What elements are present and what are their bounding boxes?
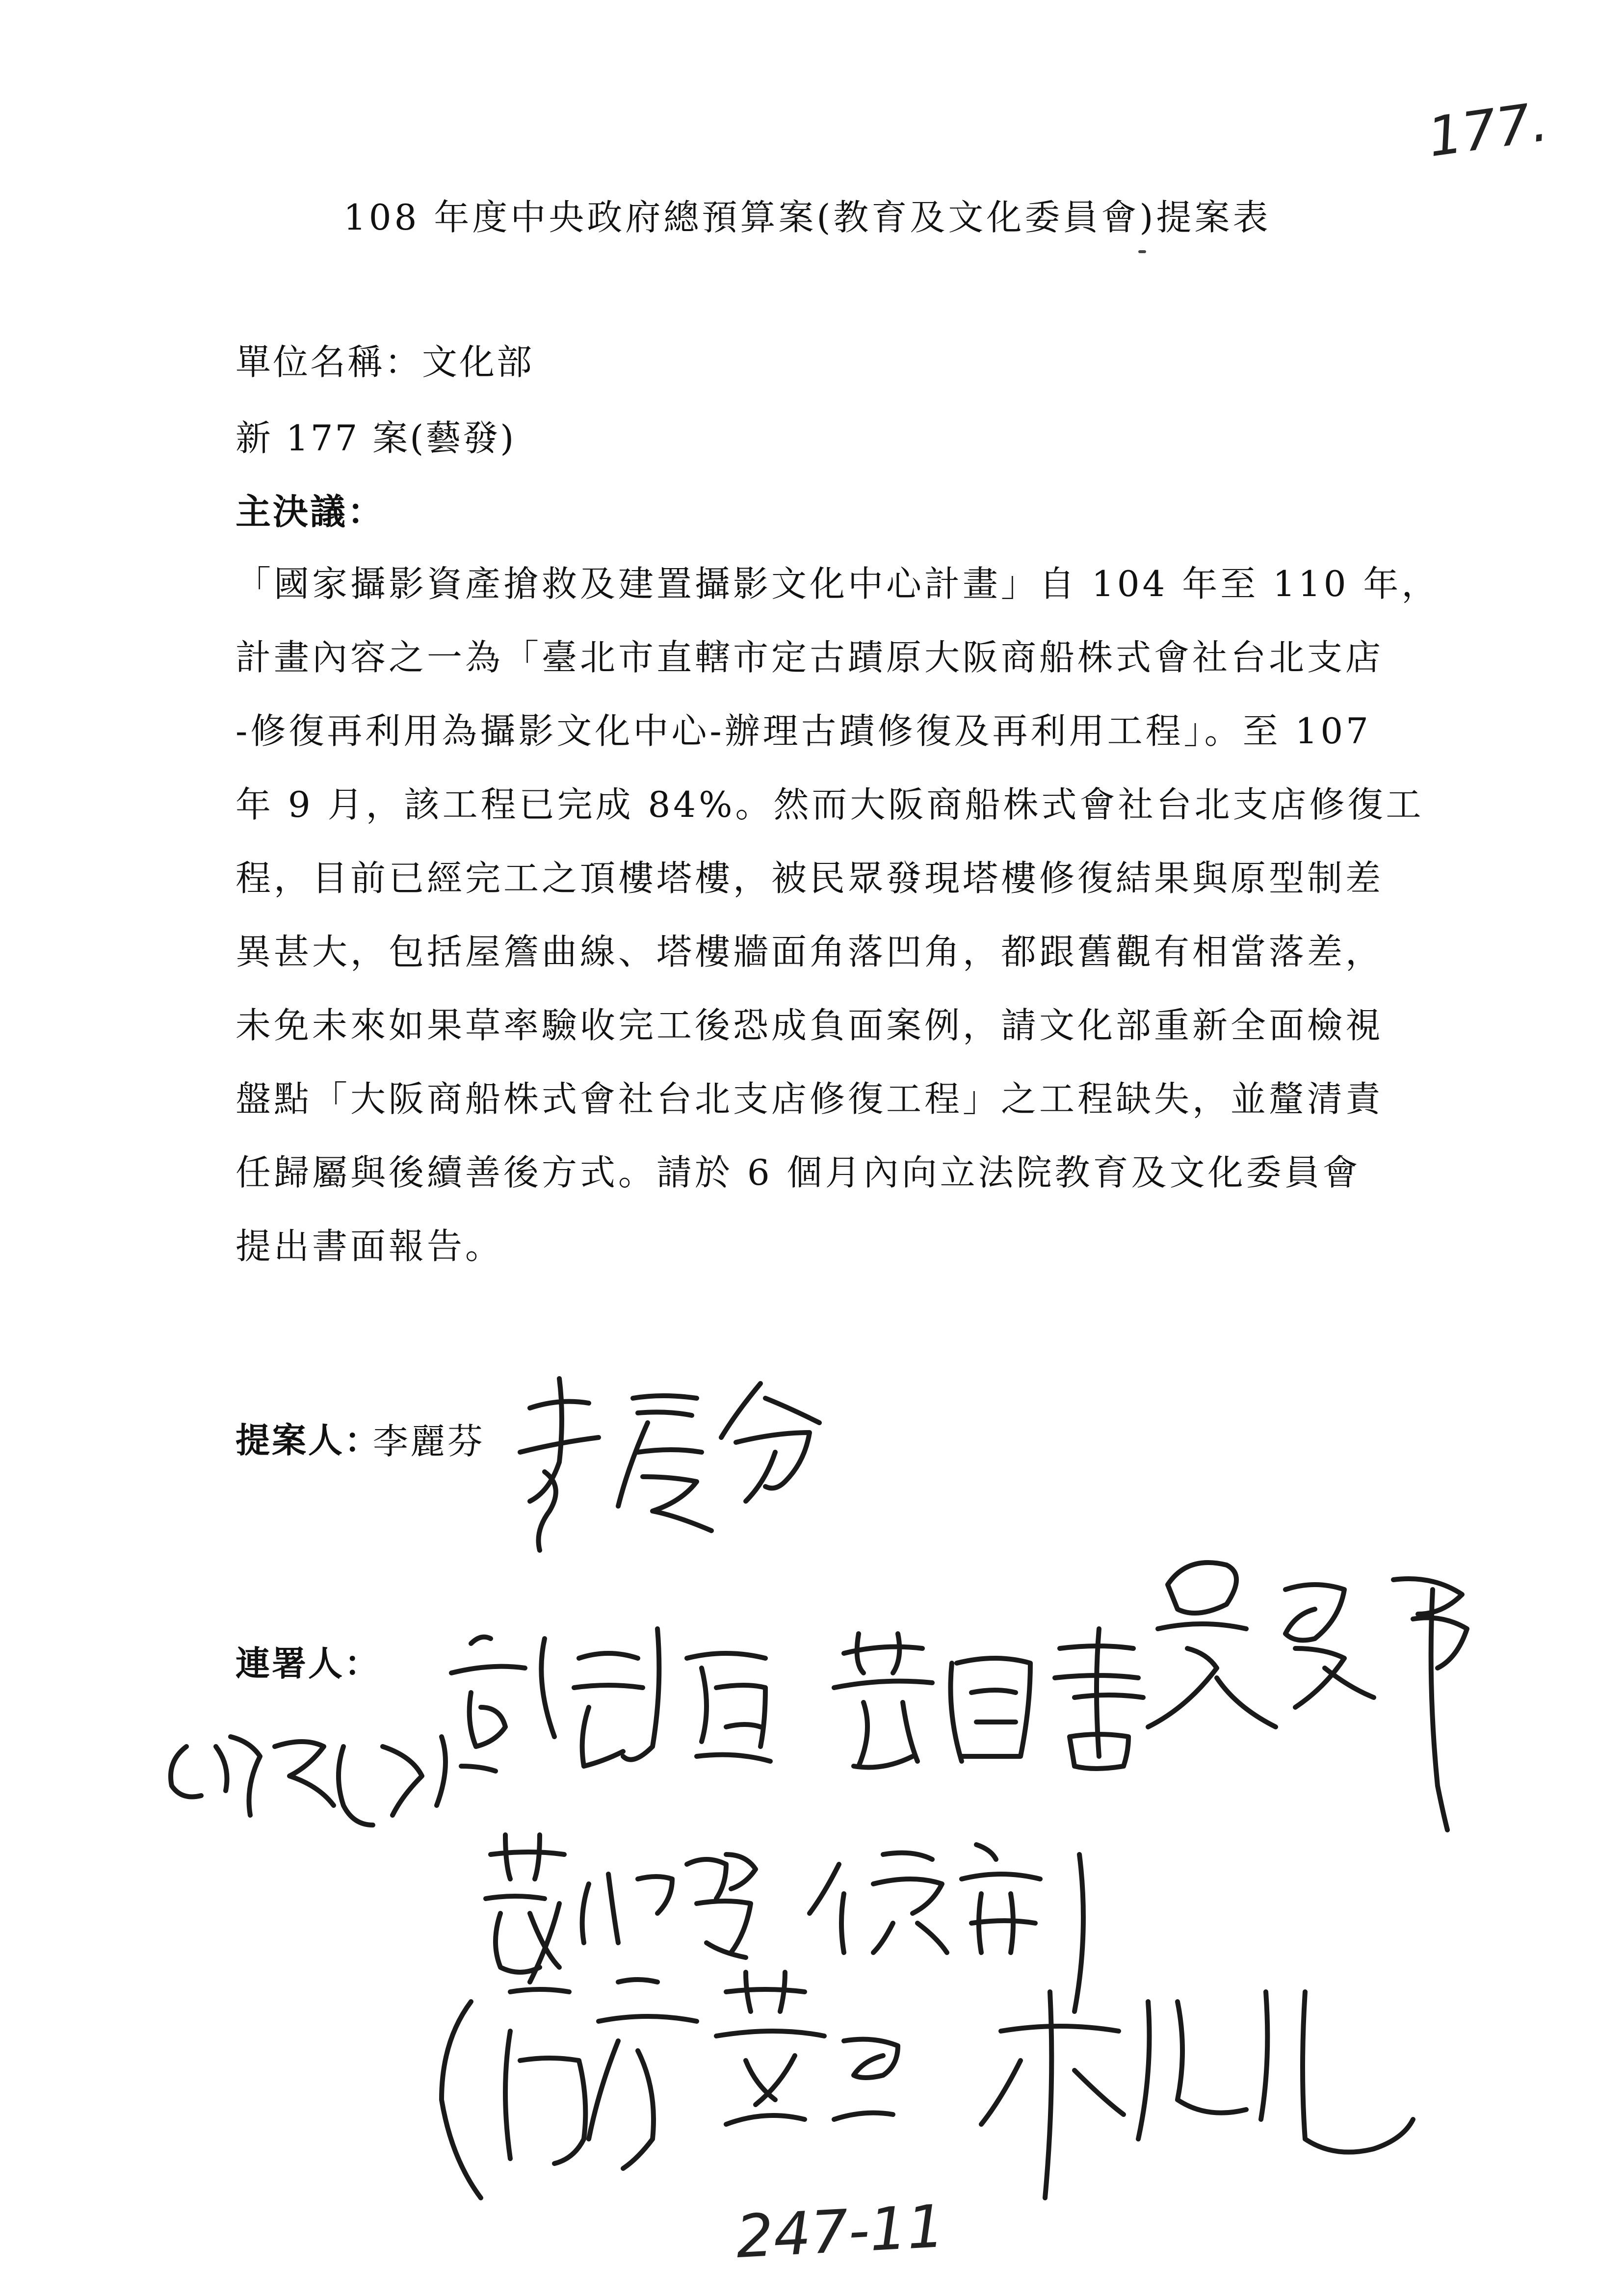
body-line: -修復再利用為攝影文化中心-辦理古蹟修復及再利用工程」。至 107	[236, 710, 1371, 752]
proposer-label: 提案人：	[236, 1420, 381, 1461]
proposer-signature	[520, 1379, 819, 1550]
cosigner-signature	[981, 1992, 1413, 2198]
cosigner-signature	[810, 1845, 1083, 2011]
body-line: 程，目前已經完工之頂樓塔樓，被民眾發現塔樓修復結果與原型制差	[236, 858, 1384, 899]
cosigner-signature	[834, 1629, 1143, 1769]
proposer-name: 李麗芬	[373, 1421, 485, 1462]
body-line: 年 9 月，該工程已完成 84%。然而大阪商船株式會社台北支店修復工	[236, 784, 1424, 825]
cosigner-signature	[716, 1972, 898, 2124]
resolution-body	[236, 547, 1440, 1283]
cosigner-label: 連署人：	[236, 1644, 381, 1684]
body-line: 提出書面報告。	[236, 1226, 504, 1267]
resolution-heading: 主決議：	[236, 491, 385, 532]
cosigner-signature	[451, 1629, 770, 1771]
body-line: 計畫內容之一為「臺北市直轄市定古蹟原大阪商船株式會社台北支店	[236, 637, 1384, 678]
footer-page-code: 247-11	[734, 2192, 946, 2272]
cosigner-signature	[171, 1737, 445, 1825]
unit-name: 單位名稱：文化部	[236, 341, 534, 383]
body-line: 異甚大，包括屋簷曲線、塔樓牆面角落凹角，都跟舊觀有相當落差，	[236, 931, 1384, 972]
stray-mark	[1138, 250, 1146, 253]
cosigner-signature	[442, 1980, 697, 2198]
body-line: 未免未來如果草率驗收完工後恐成負面案例，請文化部重新全面檢視	[236, 1005, 1384, 1046]
cosigner-signature	[1148, 1563, 1467, 1830]
body-line: 盤點「大阪商船株式會社台北支店修復工程」之工程缺失，並釐清責	[236, 1078, 1384, 1120]
document-title: 108 年度中央政府總預算案(教育及文化委員會)提案表	[343, 197, 1271, 238]
page-number: 177.	[1424, 90, 1552, 169]
body-line: 任歸屬與後續善後方式。請於 6 個月內向立法院教育及文化委員會	[236, 1152, 1361, 1193]
body-line: 「國家攝影資產搶救及建置攝影文化中心計畫」自 104 年至 110 年，	[236, 563, 1440, 604]
case-number: 新 177 案(藝發)	[236, 417, 516, 459]
cosigner-signature	[486, 1835, 756, 1982]
